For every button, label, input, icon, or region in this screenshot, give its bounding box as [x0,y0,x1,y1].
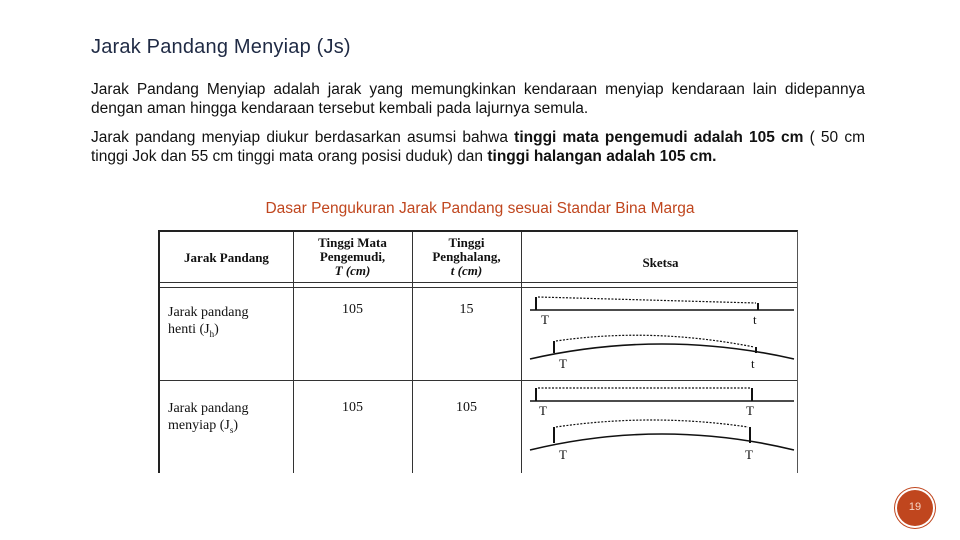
menyiap-obstacle-height: 105 [456,400,477,415]
header-line: Pengemudi, [319,249,386,264]
henti-driver-height: 105 [342,302,363,317]
sight-line [556,335,754,347]
sketch-label: t [753,312,757,327]
row-label-text: ) [214,322,219,337]
sketch-label: T [559,356,567,371]
row-label-text: ) [233,418,239,433]
header-jarak-pandang: Jarak Pandang [184,250,269,265]
row-label-line [168,321,248,343]
sight-distance-table [158,230,798,473]
table-divider [160,282,797,283]
header-line: T (cm) [334,263,371,278]
assumption-text-2: ( 50 cm tinggi Jok dan 55 cm tinggi mata orang posisi duduk) dan [91,129,865,165]
assumption-bold-1: tinggi mata pengemudi adalah 105 cm [514,129,804,146]
header-line: t (cm) [450,263,483,278]
row-label-line: Jarak pandang [168,401,249,416]
row-label-subscript: h [209,328,215,339]
header-tinggi-penghalang [412,236,521,278]
sketch-drawings [522,287,800,477]
sketch-label: t [751,356,755,371]
menyiap-driver-height: 105 [342,400,363,415]
row-label-menyiap [168,400,248,439]
row-label-text: menyiap (J [168,418,230,433]
page-number-badge [897,490,933,526]
row-label-text: henti (J [168,322,210,337]
row-label-henti [168,304,248,343]
table-caption: Dasar Pengukuran Jarak Pandang sesuai Standar Bina Marga [265,200,695,217]
henti-obstacle-height: 15 [459,302,474,317]
page-title: Jarak Pandang Menyiap (Js) [91,36,351,58]
sketch-label: T [539,403,547,418]
sketch-label: T [559,447,567,462]
row-label-line: Jarak pandang [168,305,249,320]
row-label-line [168,417,248,439]
sketch-label: T [745,447,753,462]
page-number: 19 [908,501,922,513]
header-line: Tinggi [448,235,485,250]
row-label-subscript: s [229,424,234,435]
assumption-paragraph [91,128,865,166]
assumption-bold-2: tinggi halangan adalah 105 cm. [487,148,717,165]
definition-paragraph: Jarak Pandang Menyiap adalah jarak yang memungkinkan kendaraan menyiap kendaraan lain didepannya dengan aman hingga kendaraan tersebut kembali pada lajurnya semula. [91,81,865,117]
sketch-label: T [541,312,549,327]
sight-line [538,297,756,303]
sketch-label: T [746,403,754,418]
sight-line [556,420,748,427]
assumption-text-1: Jarak pandang menyiap diukur berdasarkan asumsi bahwa [91,129,515,146]
header-line: Penghalang, [432,249,501,264]
header-sketsa: Sketsa [642,255,679,270]
header-tinggi-mata [293,236,412,278]
header-line: Tinggi Mata [318,235,387,250]
road-crest-curve [530,434,794,450]
